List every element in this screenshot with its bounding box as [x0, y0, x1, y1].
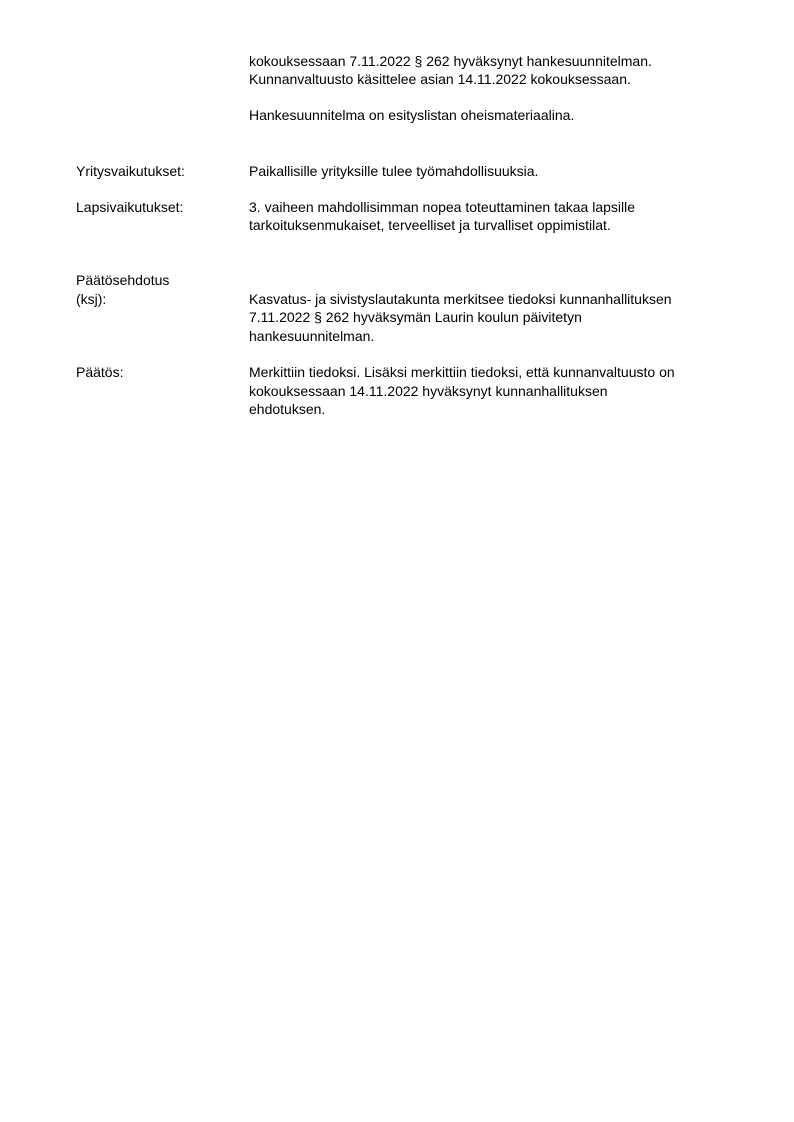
paatosehdotus-label: Päätösehdotus [76, 272, 170, 288]
paatosehdotus-line-2: 7.11.2022 § 262 hyväksymän Laurin koulun päivitetyn [249, 309, 582, 325]
lapsivaikutukset-line-2: tarkoituksenmukaiset, terveelliset ja turvalliset oppimistilat. [249, 217, 611, 233]
paatos-line-1: Merkittiin tiedoksi. Lisäksi merkittiin tiedoksi, että kunnanvaltuusto on [249, 364, 675, 380]
intro-line-1: kokouksessaan 7.11.2022 § 262 hyväksynyt hankesuunnitelman. [249, 53, 652, 69]
paatosehdotus-line-3: hankesuunnitelman. [249, 328, 375, 344]
intro-line-3: Hankesuunnitelma on esityslistan oheismateriaalina. [249, 107, 575, 123]
intro-line-2: Kunnanvaltuusto käsittelee asian 14.11.2022 kokouksessaan. [249, 71, 631, 87]
lapsivaikutukset-label: Lapsivaikutukset: [76, 199, 184, 215]
lapsivaikutukset-line-1: 3. vaiheen mahdollisimman nopea toteuttaminen takaa lapsille [249, 199, 636, 215]
yritysvaikutukset-label: Yritysvaikutukset: [76, 163, 185, 179]
paatos-line-2: kokouksessaan 14.11.2022 hyväksynyt kunnanhallituksen [249, 383, 608, 399]
paatos-label: Päätös: [76, 364, 124, 380]
paatosehdotus-line-1: Kasvatus- ja sivistyslautakunta merkitsee tiedoksi kunnanhallituksen [249, 291, 672, 307]
paatosehdotus-label-ksj: (ksj): [76, 291, 107, 307]
yritysvaikutukset-text: Paikallisille yrityksille tulee työmahdollisuuksia. [249, 163, 539, 179]
paatos-line-3: ehdotuksen. [249, 401, 326, 417]
